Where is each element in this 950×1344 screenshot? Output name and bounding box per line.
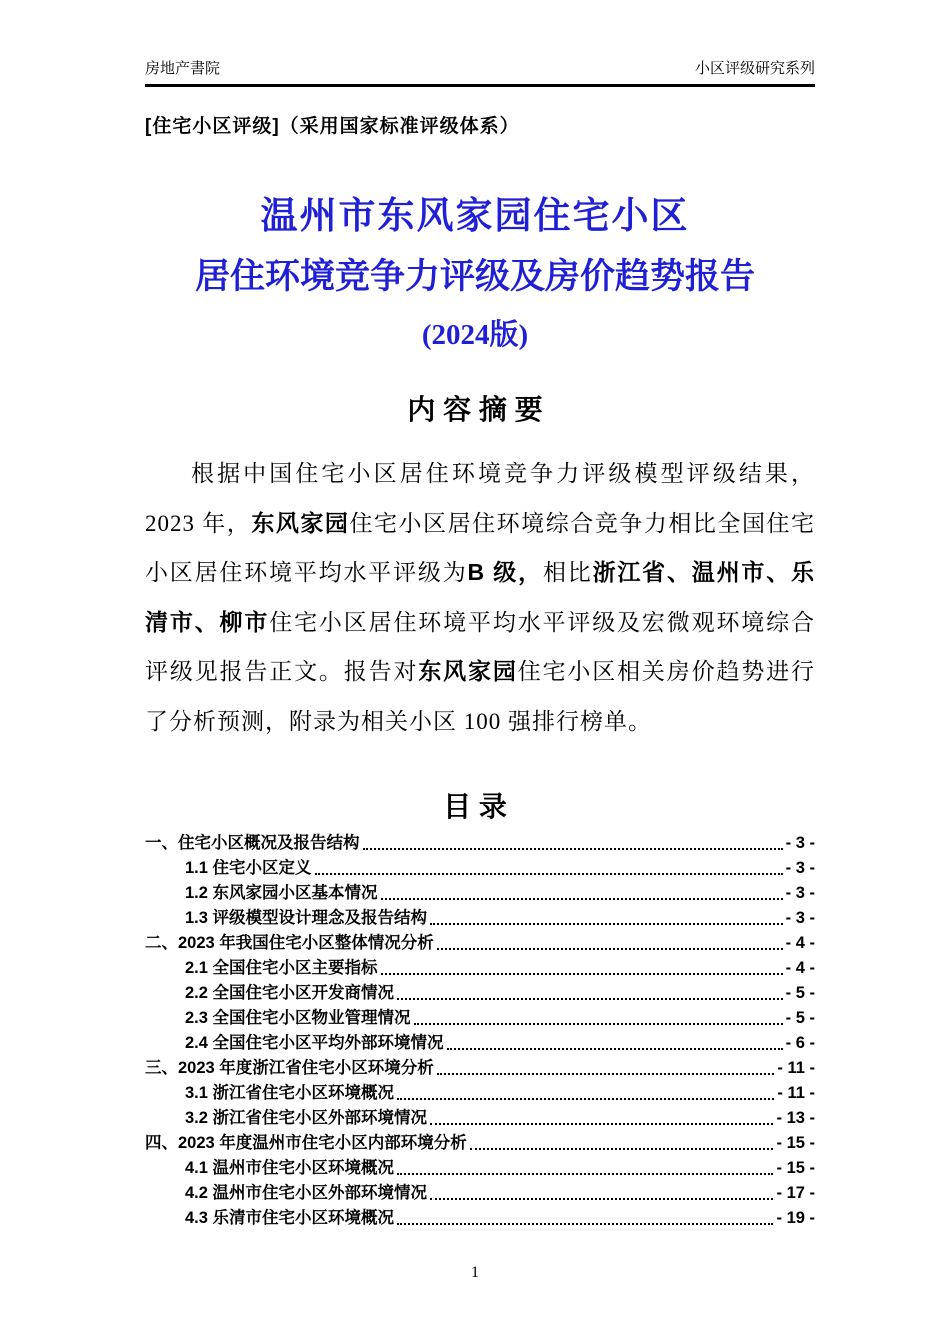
toc-item-label: 1.3 评级模型设计理念及报告结构 bbox=[185, 909, 428, 927]
page-number: 1 bbox=[471, 1264, 479, 1281]
toc-item-2-3[interactable] bbox=[145, 1006, 815, 1031]
dot-leader bbox=[397, 1173, 773, 1175]
table-of-contents bbox=[145, 831, 815, 1231]
header-left-label: 房地产書院 bbox=[145, 60, 221, 77]
toc-item-page: - 19 - bbox=[776, 1209, 815, 1227]
abstract-segment: 相比 bbox=[542, 560, 593, 585]
toc-item-page: - 13 - bbox=[776, 1109, 815, 1127]
toc-item-3-1[interactable] bbox=[145, 1081, 815, 1106]
toc-item-label: 4.2 温州市住宅小区外部环境情况 bbox=[185, 1184, 428, 1202]
toc-item-4-2[interactable] bbox=[145, 1181, 815, 1206]
toc-item-page: - 11 - bbox=[777, 1084, 815, 1102]
toc-item-2-2[interactable] bbox=[145, 981, 815, 1006]
toc-item-label: 2.3 全国住宅小区物业管理情况 bbox=[185, 1009, 411, 1027]
toc-item-label: 3.2 浙江省住宅小区外部环境情况 bbox=[185, 1109, 428, 1127]
dot-leader bbox=[430, 1123, 773, 1125]
toc-item-label: 一、住宅小区概况及报告结构 bbox=[145, 834, 360, 852]
toc-item-page: - 6 - bbox=[785, 1034, 815, 1052]
rating-system-note: [住宅小区评级]（采用国家标准评级体系） bbox=[145, 116, 520, 137]
dot-leader bbox=[470, 1148, 774, 1150]
toc-item-label: 2.2 全国住宅小区开发商情况 bbox=[185, 984, 395, 1002]
toc-item-label: 2.1 全国住宅小区主要指标 bbox=[185, 959, 378, 977]
toc-item-page: - 4 - bbox=[785, 934, 815, 952]
toc-item-label: 4.3 乐清市住宅小区环境概况 bbox=[185, 1209, 395, 1227]
abstract-segment: 住宅小区相关房价趋势进行了分析预测，附录为相关小区 100 强排行榜单。 bbox=[145, 659, 816, 734]
dot-leader bbox=[397, 1098, 774, 1100]
report-title-line2: 居住环境竞争力评级及房价趋势报告 bbox=[194, 257, 755, 296]
dot-leader bbox=[397, 998, 783, 1000]
toc-item-4-1[interactable] bbox=[145, 1156, 815, 1181]
toc-item-page: - 3 - bbox=[785, 859, 815, 877]
dot-leader bbox=[363, 848, 783, 850]
abstract-segment-bold: B 级， bbox=[467, 559, 543, 585]
dot-leader bbox=[414, 1023, 783, 1025]
abstract-segment-bold: 东风家园 bbox=[418, 658, 518, 684]
toc-heading: 目 录 bbox=[443, 791, 507, 822]
dot-leader bbox=[381, 898, 783, 900]
toc-item-2-1[interactable] bbox=[145, 956, 815, 981]
toc-item-2[interactable] bbox=[145, 931, 815, 956]
toc-item-page: - 3 - bbox=[785, 909, 815, 927]
toc-item-page: - 15 - bbox=[776, 1134, 815, 1152]
toc-item-label: 三、2023 年度浙江省住宅小区环境分析 bbox=[145, 1059, 434, 1077]
abstract-segment: 根据中国住宅小区居住环境竞争力评级模型评级结果，2023 年， bbox=[145, 461, 815, 536]
toc-item-label: 3.1 浙江省住宅小区环境概况 bbox=[185, 1084, 395, 1102]
dot-leader bbox=[430, 1198, 773, 1200]
toc-item-page: - 11 - bbox=[777, 1059, 815, 1077]
toc-item-label: 2.4 全国住宅小区平均外部环境情况 bbox=[185, 1034, 444, 1052]
report-edition: (2024版) bbox=[421, 319, 529, 351]
toc-item-2-4[interactable] bbox=[145, 1031, 815, 1056]
header-right-label: 小区评级研究系列 bbox=[694, 60, 815, 77]
abstract-segment-bold: 东风家园 bbox=[251, 509, 350, 536]
dot-leader bbox=[315, 873, 783, 875]
dot-leader bbox=[437, 948, 783, 950]
toc-item-3-2[interactable] bbox=[145, 1106, 815, 1131]
toc-item-label: 四、2023 年度温州市住宅小区内部环境分析 bbox=[145, 1134, 467, 1152]
toc-item-1[interactable] bbox=[145, 831, 815, 856]
abstract-segment: 住宅小区居住环境综合竞争力相比全国住宅小区居住环境平均水平评级为 bbox=[145, 510, 816, 585]
report-title-line1: 温州市东风家园住宅小区 bbox=[260, 195, 690, 236]
toc-item-page: - 5 - bbox=[785, 1009, 815, 1027]
toc-item-label: 1.2 东风家园小区基本情况 bbox=[185, 884, 378, 902]
abstract-segment-bold: 浙江省、温州市、乐清市、柳市 bbox=[145, 559, 816, 635]
toc-item-label: 1.1 住宅小区定义 bbox=[185, 859, 312, 877]
page-header bbox=[145, 0, 815, 87]
dot-leader bbox=[397, 1223, 773, 1225]
dot-leader bbox=[447, 1048, 783, 1050]
toc-item-page: - 15 - bbox=[776, 1159, 815, 1177]
toc-item-page: - 4 - bbox=[785, 959, 815, 977]
toc-item-4-3[interactable] bbox=[145, 1206, 815, 1231]
toc-item-page: - 17 - bbox=[776, 1184, 815, 1202]
dot-leader bbox=[381, 973, 783, 975]
abstract-heading: 内 容 摘 要 bbox=[407, 394, 543, 425]
toc-item-label: 二、2023 年我国住宅小区整体情况分析 bbox=[145, 934, 434, 952]
toc-item-page: - 3 - bbox=[785, 884, 815, 902]
toc-item-label: 4.1 温州市住宅小区环境概况 bbox=[185, 1159, 395, 1177]
toc-item-4[interactable] bbox=[145, 1131, 815, 1156]
toc-item-1-3[interactable] bbox=[145, 906, 815, 931]
abstract-segment: 住宅小区居住环境平均水平评级及宏微观环境综合评级见报告正文。报告对 bbox=[145, 609, 816, 684]
toc-item-1-2[interactable] bbox=[145, 881, 815, 906]
abstract-paragraph bbox=[145, 449, 815, 746]
toc-item-3[interactable] bbox=[145, 1056, 815, 1081]
toc-item-page: - 3 - bbox=[785, 834, 815, 852]
toc-item-page: - 5 - bbox=[785, 984, 815, 1002]
toc-item-1-1[interactable] bbox=[145, 856, 815, 881]
dot-leader bbox=[437, 1073, 775, 1075]
dot-leader bbox=[430, 923, 783, 925]
